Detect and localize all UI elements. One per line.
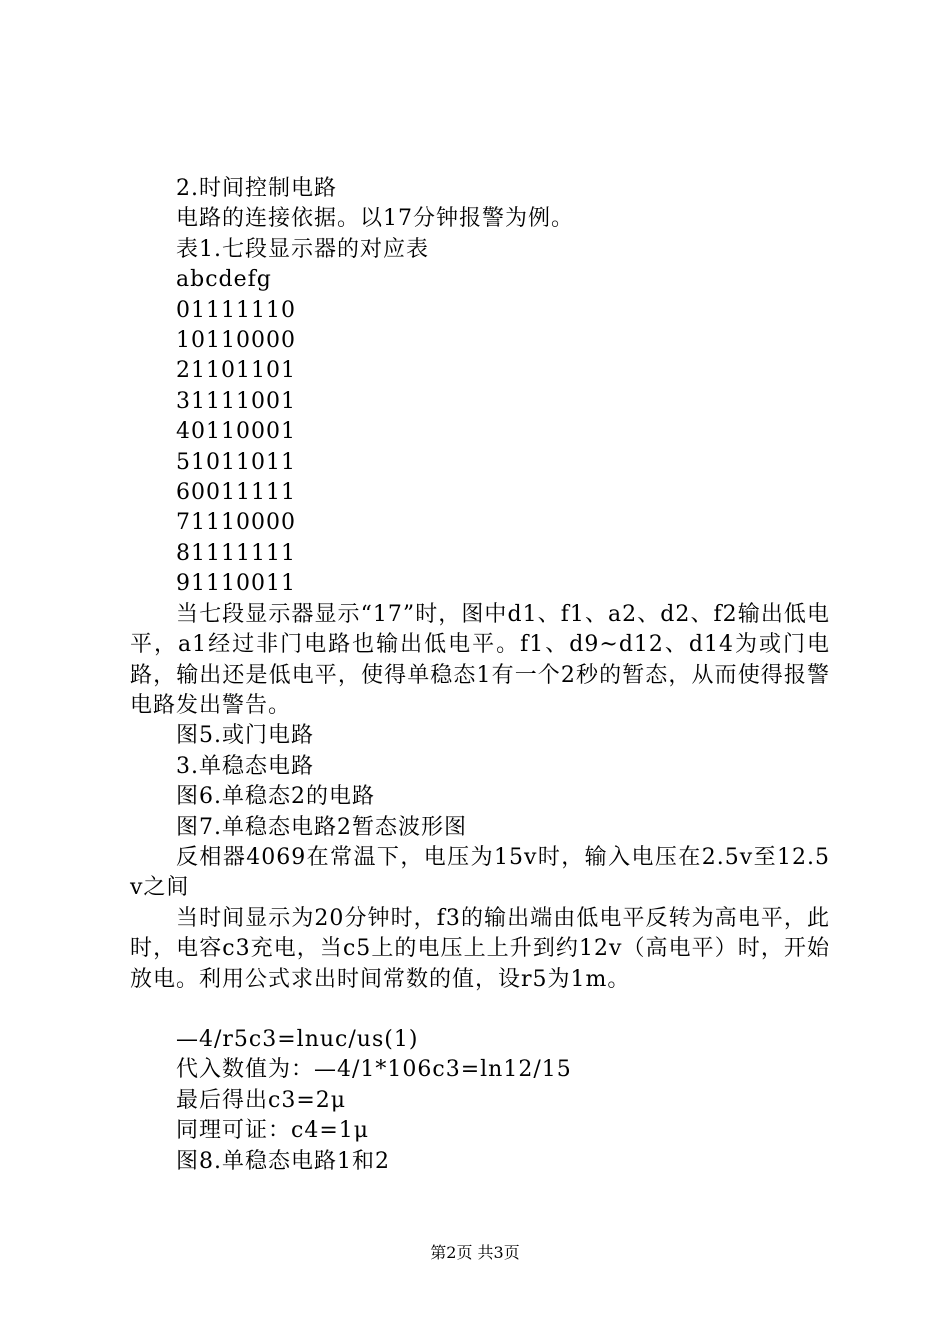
paragraph-inverter: 反相器4069在常温下，电压为15v时，输入电压在2.5v至12.5v之间 [130,844,830,901]
page-footer: 第2页 共3页 [430,1243,520,1262]
result-line: 最后得出c3=2μ [176,1087,347,1113]
table-header-line: abcdefg [176,267,272,293]
figure-caption: 图8.单稳态电路1和2 [176,1148,390,1174]
table-row: 01111110 [176,297,296,323]
table-row: 40110001 [176,419,296,445]
section-heading-time-control: 2.时间控制电路 [176,176,337,201]
table-row: 71110000 [176,510,296,536]
table-row: 21101101 [176,358,296,384]
figure-caption: 图6.单稳态2的电路 [176,784,375,810]
table-row: 10110000 [176,328,296,354]
paragraph-time-constant: 当时间显示为20分钟时，f3的输出端由低电平反转为高电平，此时，电容c3充电，当c5上的电压上上升到约12v（高电平）时，开始放电。利用公式求出时间常数的值，设r5为1m。 [130,905,830,992]
blank-line [130,995,830,1025]
figure-caption: 图5.或门电路 [176,723,314,749]
figure-caption: 图7.单稳态电路2暂态波形图 [176,814,467,840]
formula-line: —4/r5c3=lnuc/us(1) [176,1026,419,1052]
table-row: 91110011 [176,571,296,597]
table-row: 81111111 [176,540,296,566]
paragraph: 电路的连接依据。以17分钟报警为例。 [176,206,574,232]
result-line: 同理可证：c4=1μ [176,1118,370,1144]
table-row: 51011011 [176,449,296,475]
formula-line: 代入数值为：—4/1*106c3=ln12/15 [176,1057,572,1083]
document-body [130,174,830,1177]
table-caption: 表1.七段显示器的对应表 [176,236,429,262]
table-row: 31111001 [176,388,296,414]
table-row: 60011111 [176,480,296,506]
paragraph-display-17: 当七段显示器显示“17”时，图中d1、f1、a2、d2、f2输出低电平，a1经过非门电路也输出低电平。f1、d9~d12、d14为或门电路，输出还是低电平，使得单稳态1有一个2秒的暂态，从而使得报警电路发出警告。 [130,601,830,718]
section-heading-monostable: 3.单稳态电路 [176,753,314,779]
